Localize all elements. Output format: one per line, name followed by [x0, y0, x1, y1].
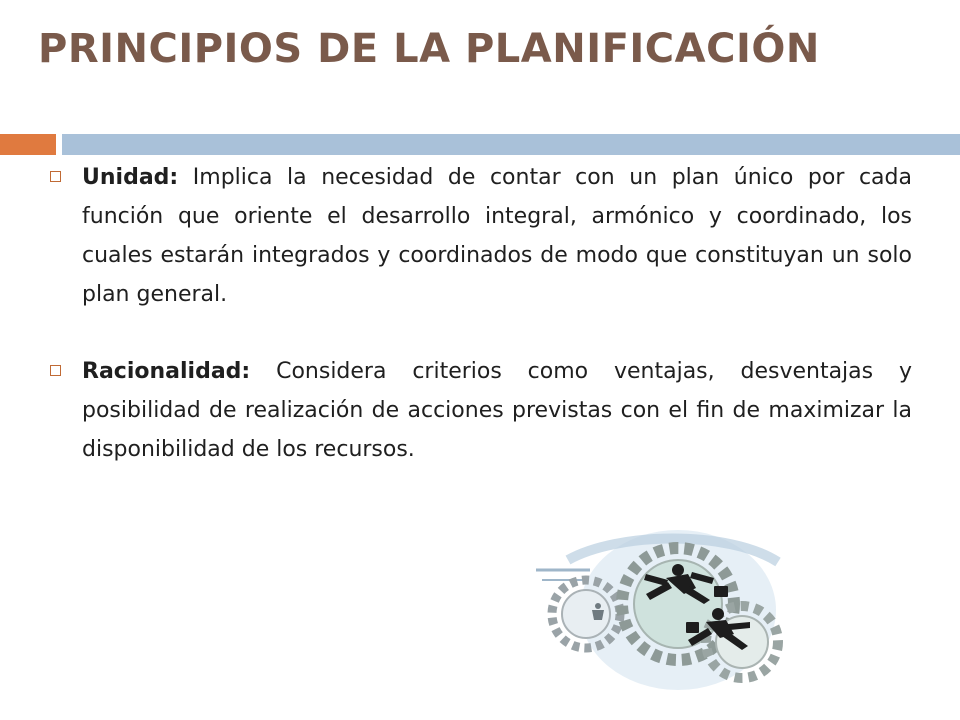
bullet-term: Racionalidad: [82, 359, 251, 384]
bullet-text: Implica la necesidad de contar con un plan único por cada función que oriente el desarrollo integral, armónico y coordinado, los cuales estarán integrados y coordinados de modo que constituyan un solo plan general. [82, 165, 912, 307]
bullet-item-unidad [50, 158, 912, 314]
square-bullet-icon [50, 171, 61, 182]
accent-bar-orange [0, 134, 56, 155]
accent-bar-blue [62, 134, 960, 155]
business-people-running-on-gears-icon [528, 522, 790, 690]
bullet-list [50, 158, 912, 469]
bullet-term: Unidad: [82, 165, 179, 190]
bullet-item-racionalidad [50, 352, 912, 469]
square-bullet-icon [50, 365, 61, 376]
slide-title: PRINCIPIOS DE LA PLANIFICACIÓN [38, 26, 820, 72]
bullet-text: Considera criterios como ventajas, desventajas y posibilidad de realización de acciones previstas con el fin de maximizar la disponibilidad de los recursos. [82, 359, 912, 462]
